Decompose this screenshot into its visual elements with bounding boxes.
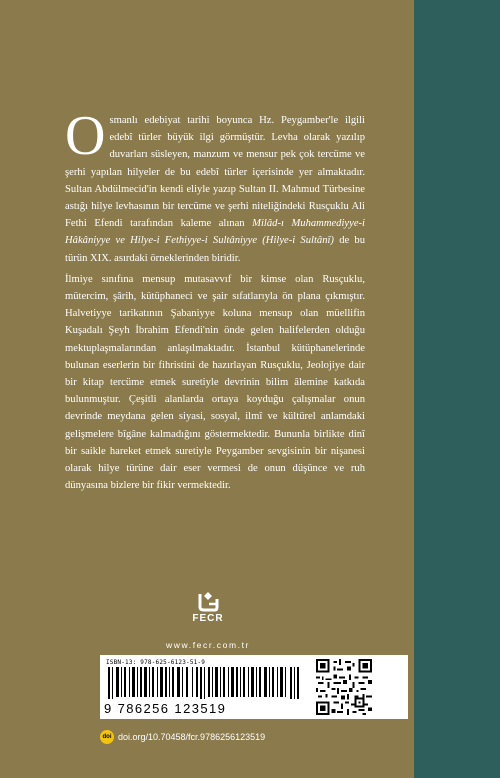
qr-code-icon[interactable] bbox=[316, 659, 372, 715]
barcode-digits: 9 786256 123519 bbox=[104, 701, 227, 716]
doi-line bbox=[100, 730, 265, 744]
blurb-text bbox=[65, 105, 365, 498]
publisher-website[interactable]: www.fecr.com.tr bbox=[166, 640, 250, 650]
publisher-name: FECR bbox=[192, 613, 224, 624]
paragraph-2: İlmiye sınıfına mensup mutasavvıf bir kimse olan Rusçuklu, mütercim, şârih, kütüphaneci ve şair sıfatlarıyla ön plana çıkmıştır. Halvetiyye tarikatının Şabaniyye koluna mensup olan müellifin Kuşadalı Şeyh İbrahim Efendi'nin önde gelen halifelerden olduğu mektuplaşmalarından anlaşılmaktadır. İstanbul kütüphanelerinde bulunan eserlerin bir fihristini de hazırlayan Rusçuklu, Jeolojiye dair bir kitap tercüme etmek suretiyle devrinin bilim âlemine katkıda bulunmuştur. Çeşitli alanlarda ortaya koyduğu çalışmalar onun devrinde meydana gelen siyasi, sosyal, ilmî ve kültürel anlamdaki gelişmelere bîgâne kalmadığını göstermektedir. Bununla birlikte dinî bir saikle hareket etmek suretiyle Peygamber sevgisinin bir nişanesi olarak hilye türüne dair eser vermesi de onun düşünce ve ruh dünyasına bizlere bir fikir vermektedir. bbox=[65, 273, 365, 492]
side-flap bbox=[414, 0, 500, 778]
paragraph-1-end: de bu türün XIX. asırdaki örneklerinden biridir. bbox=[65, 235, 365, 264]
fecr-logo-icon bbox=[196, 590, 220, 612]
barcode-panel bbox=[100, 655, 408, 719]
publisher-logo bbox=[183, 590, 233, 624]
dropcap: O bbox=[65, 105, 106, 167]
paragraph-1-start: smanlı edebiyat tarihi boyunca Hz. Peygamber'le ilgili edebî türler büyük ilgi görmüştür. Levha olarak yazılıp duvarları süsleyen, manzum ve mensur pek çok tercüme ve şerhi yapılan hilyeler de bu edebî türler içerisinde yer almaktadır. Sultan Abdülmecid'in kendi eliyle yazıp Sultan II. Mahmud Türbesine astığı hilye levhasının bir tercüme ve şerhi niteliğindeki Rusçuklu Ali Fethi Efendi tarafından kaleme alınan bbox=[65, 115, 365, 230]
book-title-italic: Milâd-ı Muhammediyye-i Hâkâniyye ve Hilye-i Fethiyye-i Sultâniyye (Hilye-i Sultânî) bbox=[65, 218, 365, 247]
paragraph-1 bbox=[65, 105, 365, 267]
barcode-icon bbox=[108, 667, 300, 699]
doi-link[interactable]: doi.org/10.70458/fcr.9786256123519 bbox=[118, 732, 266, 742]
isbn-label: ISBN-13: 978-625-6123-51-9 bbox=[106, 659, 206, 666]
doi-icon: doi bbox=[100, 730, 114, 744]
